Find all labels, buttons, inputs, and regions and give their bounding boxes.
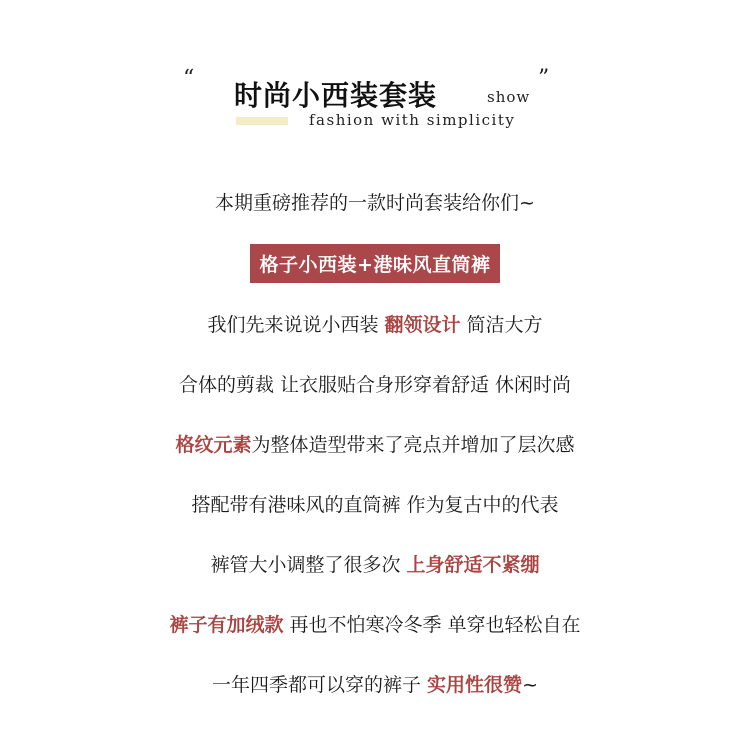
line-text: 裤管大小调整了很多次 [210, 554, 407, 576]
description-line [0, 370, 750, 397]
line-highlight: 上身舒适不紧绷 [406, 554, 540, 576]
quote-open-mark: “ [183, 66, 195, 91]
line-text: 简洁大方 [460, 314, 543, 336]
intro-line: 本期重磅推荐的一款时尚套装给你们~ [215, 192, 535, 214]
description-line [0, 670, 750, 697]
line-text: 再也不怕寒冷冬季 单穿也轻松自在 [283, 614, 581, 636]
line-text: 搭配带有港味风的直筒裤 作为复古中的代表 [191, 494, 559, 516]
header [0, 0, 750, 150]
product-badge: 格子小西装+港味风直筒裤 [250, 244, 501, 283]
description-line [0, 610, 750, 637]
line-text: 为整体造型带来了亮点并增加了层次感 [251, 434, 575, 456]
accent-bar [236, 117, 288, 125]
description-line [0, 550, 750, 577]
page-title: 时尚小西装套装 [234, 79, 438, 112]
line-highlight: 格纹元素 [175, 434, 252, 456]
show-label: show [487, 88, 531, 106]
description-line [0, 430, 750, 457]
line-highlight: 裤子有加绒款 [169, 614, 284, 636]
line-text: 一年四季都可以穿的裤子 [212, 674, 428, 696]
tagline: fashion with simplicity [309, 111, 516, 129]
badge-row [0, 244, 750, 283]
description-line [0, 490, 750, 517]
line-text: 合体的剪裁 让衣服贴合身形穿着舒适 休闲时尚 [178, 374, 572, 396]
line-highlight: 实用性很赞 [427, 674, 523, 696]
description-line [0, 310, 750, 337]
line-text: 我们先来说说小西装 [207, 314, 385, 336]
quote-close-mark: ” [538, 66, 550, 91]
line-highlight: 翻领设计 [384, 314, 461, 336]
line-text: ~ [522, 674, 538, 696]
